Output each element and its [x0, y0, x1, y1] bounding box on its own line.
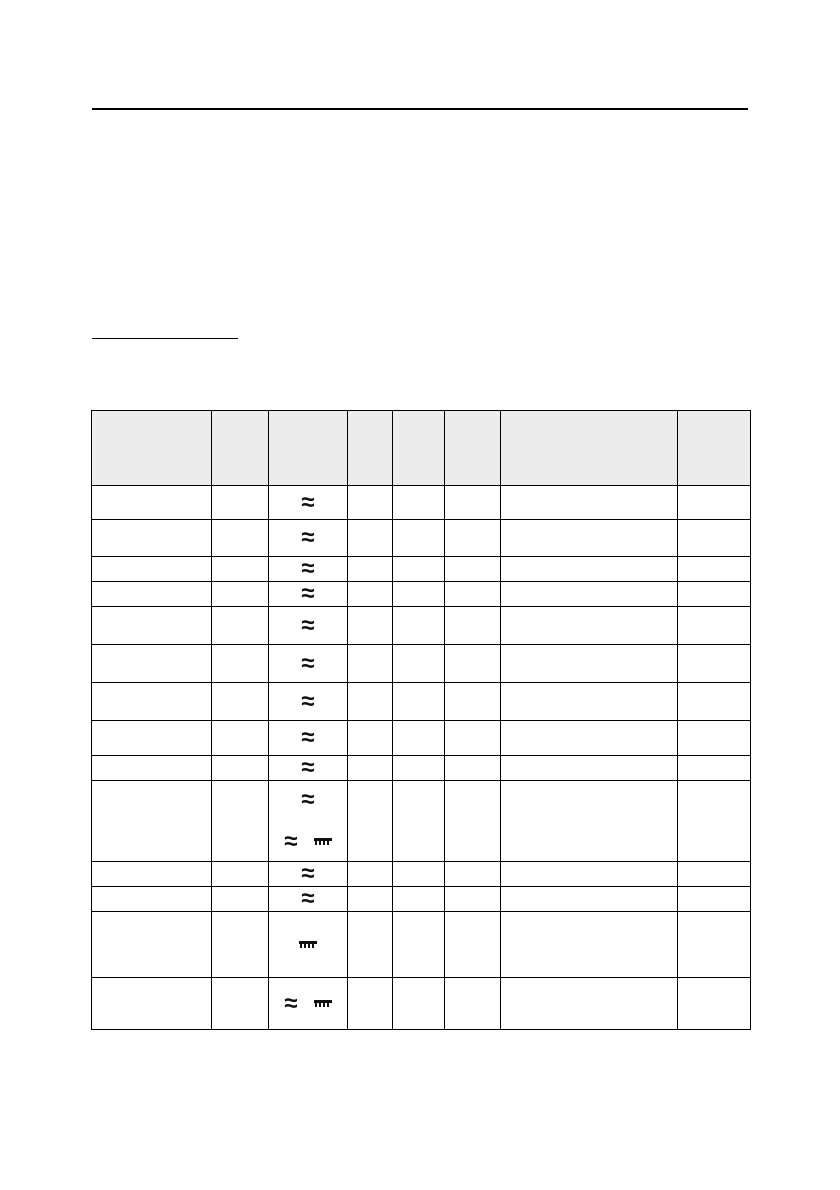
- header-cell: [445, 411, 501, 486]
- table-cell: [501, 486, 678, 520]
- table-cell: [348, 756, 393, 781]
- table-cell: [348, 862, 393, 887]
- approx-wave-icon: ≈: [301, 786, 315, 813]
- table-cell: [501, 683, 678, 721]
- symbol-cell: [269, 486, 348, 520]
- table-cell: [212, 582, 269, 607]
- table-cell: [678, 557, 751, 582]
- table-cell: [501, 756, 678, 781]
- table-row: [92, 557, 751, 582]
- table-cell: [212, 486, 269, 520]
- symbol-group: [269, 687, 347, 715]
- table-cell: [678, 582, 751, 607]
- table-cell: [348, 978, 393, 1030]
- table-cell: [348, 486, 393, 520]
- table-cell: [348, 607, 393, 645]
- header-cell: [393, 411, 445, 486]
- table-cell: [393, 862, 445, 887]
- table-cell: [212, 781, 269, 862]
- table-cell: [92, 756, 212, 781]
- sprinkler-comb-icon: [314, 1000, 332, 1008]
- approx-wave-icon: ≈: [301, 860, 315, 887]
- table-row: [92, 756, 751, 781]
- table-cell: [212, 683, 269, 721]
- symbol-group: [269, 862, 347, 886]
- table-cell: [393, 721, 445, 756]
- table-cell: [92, 978, 212, 1030]
- approx-wave-icon: ≈: [301, 555, 315, 582]
- header-cell: [269, 411, 348, 486]
- table-cell: [678, 781, 751, 862]
- table-cell: [678, 721, 751, 756]
- symbol-group: [269, 887, 347, 911]
- table-cell: [678, 486, 751, 520]
- table-cell: [92, 582, 212, 607]
- table-row: [92, 862, 751, 887]
- approx-wave-icon: ≈: [301, 754, 315, 781]
- approx-wave-icon: ≈: [301, 649, 315, 677]
- symbol-cell: [269, 520, 348, 557]
- header-cell: [501, 411, 678, 486]
- table-cell: [92, 721, 212, 756]
- table-cell: [678, 912, 751, 978]
- table-cell: [501, 520, 678, 557]
- table-cell: [92, 912, 212, 978]
- wave-sprinkler-pair: [284, 830, 331, 854]
- symbol-cell: [269, 557, 348, 582]
- table-cell: [501, 978, 678, 1030]
- top-rule: [92, 108, 748, 110]
- approx-wave-icon: ≈: [301, 885, 315, 912]
- symbol-group: [269, 788, 347, 812]
- table-body: [92, 486, 751, 1030]
- table-cell: [678, 978, 751, 1030]
- symbol-cell: [269, 978, 348, 1030]
- approx-wave-icon: ≈: [301, 687, 315, 715]
- symbol-group: [269, 938, 347, 952]
- table-cell: [393, 486, 445, 520]
- table-cell: [678, 607, 751, 645]
- table-cell: [501, 887, 678, 912]
- table-cell: [445, 887, 501, 912]
- table-cell: [393, 645, 445, 683]
- table-cell: [678, 887, 751, 912]
- symbol-group: [269, 526, 347, 550]
- symbol-cell: [269, 862, 348, 887]
- symbol-group: [269, 989, 347, 1017]
- table-cell: [348, 520, 393, 557]
- table-cell: [92, 607, 212, 645]
- table-cell: [92, 683, 212, 721]
- table-cell: [393, 582, 445, 607]
- table-cell: [348, 683, 393, 721]
- table-cell: [212, 862, 269, 887]
- table-cell: [212, 978, 269, 1030]
- table-cell: [445, 756, 501, 781]
- table-cell: [212, 912, 269, 978]
- table-cell: [501, 557, 678, 582]
- symbol-group: [269, 756, 347, 780]
- table-cell: [393, 607, 445, 645]
- table-row: [92, 978, 751, 1030]
- table-cell: [445, 862, 501, 887]
- table-cell: [348, 557, 393, 582]
- table-cell: [445, 721, 501, 756]
- table-row: [92, 683, 751, 721]
- table-cell: [92, 520, 212, 557]
- table-cell: [92, 887, 212, 912]
- table-cell: [445, 978, 501, 1030]
- table-cell: [445, 607, 501, 645]
- symbol-cell: [269, 683, 348, 721]
- symbol-cell: [269, 912, 348, 978]
- table-cell: [501, 607, 678, 645]
- symbol-group: [269, 488, 347, 516]
- table-cell: [212, 557, 269, 582]
- table-cell: [212, 645, 269, 683]
- table-cell: [501, 862, 678, 887]
- table-cell: [393, 756, 445, 781]
- table-cell: [445, 486, 501, 520]
- table-cell: [348, 781, 393, 862]
- table-cell: [501, 721, 678, 756]
- symbol-cell: [269, 781, 348, 862]
- symbol-cell: [269, 645, 348, 683]
- table-row: [92, 520, 751, 557]
- table-cell: [348, 887, 393, 912]
- table-cell: [92, 557, 212, 582]
- table-cell: [212, 721, 269, 756]
- table-cell: [445, 781, 501, 862]
- table-cell: [678, 756, 751, 781]
- table-cell: [348, 582, 393, 607]
- table-row: [92, 486, 751, 520]
- table-cell: [445, 912, 501, 978]
- table-cell: [678, 862, 751, 887]
- table-cell: [393, 912, 445, 978]
- symbol-cell: [269, 607, 348, 645]
- table-cell: [501, 912, 678, 978]
- table-cell: [501, 582, 678, 607]
- table-row: [92, 912, 751, 978]
- sprinkler-comb-icon: [314, 838, 332, 846]
- table-row: [92, 607, 751, 645]
- table-cell: [212, 756, 269, 781]
- table-cell: [678, 683, 751, 721]
- table-cell: [393, 683, 445, 721]
- table-cell: [393, 520, 445, 557]
- table-cell: [393, 978, 445, 1030]
- approx-wave-icon: ≈: [301, 580, 315, 607]
- table-cell: [212, 607, 269, 645]
- table-cell: [445, 520, 501, 557]
- table-cell: [393, 781, 445, 862]
- header-cell: [348, 411, 393, 486]
- table-cell: [445, 645, 501, 683]
- symbol-cell: [269, 721, 348, 756]
- symbol-group: [269, 611, 347, 639]
- header-cell: [92, 411, 212, 486]
- symbol-group: [269, 830, 347, 854]
- table-cell: [92, 862, 212, 887]
- table-row: [92, 887, 751, 912]
- table-cell: [348, 912, 393, 978]
- symbol-group: [269, 726, 347, 750]
- table-cell: [445, 683, 501, 721]
- table-cell: [445, 557, 501, 582]
- approx-wave-icon: ≈: [301, 524, 315, 551]
- approx-wave-icon: ≈: [301, 488, 315, 516]
- table-cell: [393, 887, 445, 912]
- table-cell: [212, 887, 269, 912]
- approx-wave-icon: ≈: [301, 611, 315, 639]
- symbol-group: [269, 582, 347, 606]
- table-cell: [348, 721, 393, 756]
- symbol-cell: [269, 887, 348, 912]
- table-cell: [348, 645, 393, 683]
- symbol-cell: [269, 756, 348, 781]
- symbol-group: [269, 649, 347, 677]
- table-cell: [445, 582, 501, 607]
- table-cell: [678, 645, 751, 683]
- table-cell: [501, 781, 678, 862]
- table-row: [92, 721, 751, 756]
- table-cell: [212, 520, 269, 557]
- table-row: [92, 582, 751, 607]
- symbol-cell: [269, 582, 348, 607]
- table-cell: [92, 781, 212, 862]
- table-row: [92, 645, 751, 683]
- table-cell: [92, 486, 212, 520]
- table-header-row: [92, 411, 751, 486]
- header-cell: [212, 411, 269, 486]
- sprinkler-comb-icon: [299, 941, 317, 949]
- table-cell: [393, 557, 445, 582]
- symbol-group: [269, 557, 347, 581]
- approx-wave-icon: ≈: [284, 989, 298, 1017]
- table-cell: [501, 645, 678, 683]
- approx-wave-icon: ≈: [284, 828, 298, 855]
- spec-table: [91, 410, 751, 1030]
- header-cell: [678, 411, 751, 486]
- table-cell: [678, 520, 751, 557]
- approx-wave-icon: ≈: [301, 724, 315, 751]
- table-cell: [92, 645, 212, 683]
- wave-sprinkler-pair: [284, 989, 331, 1017]
- section-heading-underline: [92, 338, 238, 339]
- table-row: [92, 781, 751, 862]
